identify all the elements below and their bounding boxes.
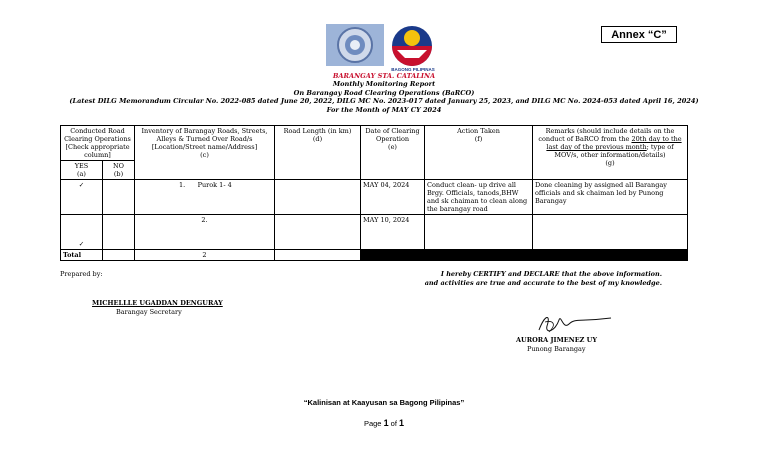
report-header xyxy=(0,72,768,114)
bagong-pilipinas-logo xyxy=(389,24,435,68)
header-yes: YES (a) xyxy=(61,161,103,180)
remarks-cell xyxy=(533,215,688,250)
annex-label: Annex “C” xyxy=(601,26,677,43)
table-row xyxy=(61,215,688,250)
report-subtitle: On Barangay Road Clearing Operations (BaRCO) xyxy=(293,88,475,97)
total-row xyxy=(61,250,688,261)
page-number: Page 1 of 1 xyxy=(363,418,405,428)
action-cell xyxy=(425,215,533,250)
header-action: Action Taken (f) xyxy=(425,126,533,180)
logo-caption: BAGONG PILIPINAS xyxy=(391,67,435,72)
action-cell: Conduct clean- up drive all Brgy. Officials, tanods,BHW and sk chaiman to clean along the barangay road xyxy=(425,180,533,215)
report-table xyxy=(60,125,688,261)
length-cell xyxy=(275,180,361,215)
header-no: NO (b) xyxy=(103,161,135,180)
no-check xyxy=(103,215,135,250)
inventory-cell: 2. xyxy=(135,215,275,250)
total-value: 2 xyxy=(135,250,275,261)
motto: “Kalinisan at Kaayusan sa Bagong Pilipinas” xyxy=(303,398,465,407)
secretary-name: MICHELLLE UGADDAN DENGURAY xyxy=(92,299,223,307)
header-date: Date of Clearing Operation (e) xyxy=(361,126,425,180)
report-title: Monthly Monitoring Report xyxy=(332,80,436,89)
remarks-cell: Done cleaning by assigned all Barangay officials and sk chaiman led by Punong Barangay xyxy=(533,180,688,215)
date-cell: MAY 04, 2024 xyxy=(361,180,425,215)
header-road-length: Road Length (in km) (d) xyxy=(275,126,361,180)
length-cell xyxy=(275,215,361,250)
barangay-name: BARANGAY STA. CATALINA xyxy=(332,72,436,80)
yes-check: ✓ xyxy=(61,215,103,250)
signature-image xyxy=(535,312,613,338)
prepared-by-label: Prepared by: xyxy=(60,270,103,278)
total-label: Total xyxy=(61,250,103,261)
table-row xyxy=(61,180,688,215)
barangay-seal-logo xyxy=(326,24,384,66)
legal-basis: (Latest DILG Memorandum Circular No. 2022-085 dated June 20, 2022, DILG MC No. 2023-017 dated January 25, 2023, and DILG MC No. 2024-053 dated April 16, 2024) xyxy=(69,97,699,106)
punong-barangay-name: AURORA JIMENEZ UY xyxy=(516,336,597,344)
header-conducted: Conducted Road Clearing Operations [Check appropriate column] xyxy=(61,126,135,161)
secretary-role: Barangay Secretary xyxy=(116,308,182,316)
header-remarks: Remarks (should include details on the conduct of BaRCO from the 20th day to the last day of the previous month; type of MOV/s, other information/details) (g) xyxy=(533,126,688,180)
header-inventory: Inventory of Barangay Roads, Streets, Alleys & Turned Over Road/s [Location/Street name/Address] (c) xyxy=(135,126,275,180)
no-check xyxy=(103,180,135,215)
yes-check: ✓ xyxy=(61,180,103,215)
report-period: For the Month of MAY CY 2024 xyxy=(326,105,442,114)
inventory-cell: 1. Purok 1- 4 xyxy=(135,180,275,215)
certification-statement: I hereby CERTIFY and DECLARE that the above information. and activities are true and accurate to the best of my knowledge. xyxy=(424,270,662,287)
punong-barangay-role: Punong Barangay xyxy=(527,345,586,353)
date-cell: MAY 10, 2024 xyxy=(361,215,425,250)
